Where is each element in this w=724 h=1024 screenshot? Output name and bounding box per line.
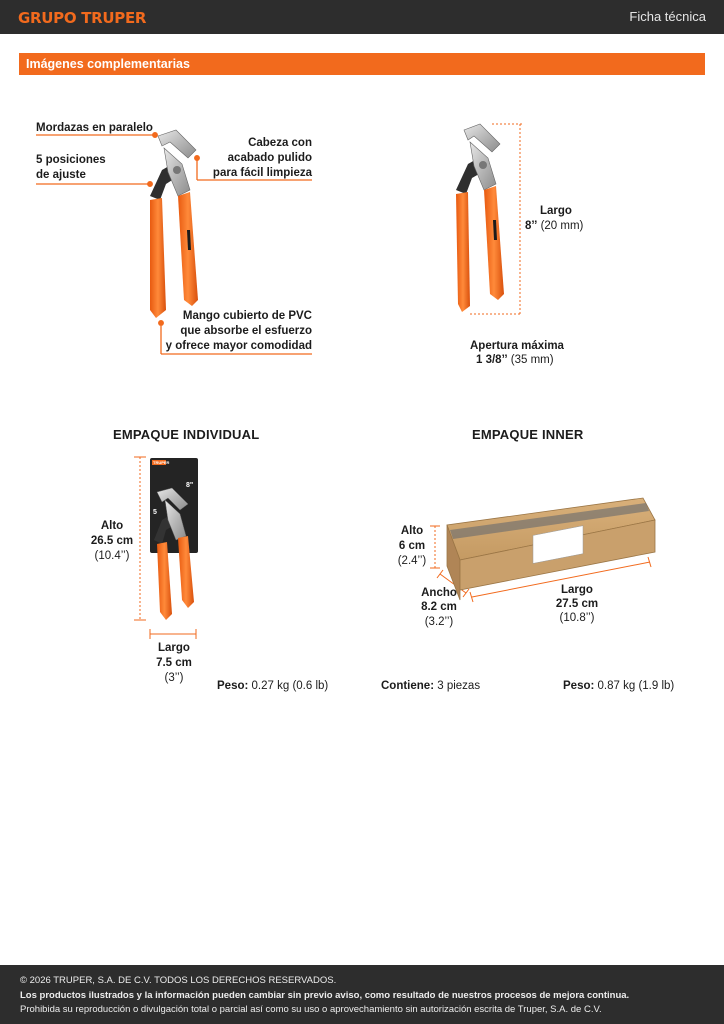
inner-contains-label: Contiene: xyxy=(381,680,435,692)
card-size: 8" xyxy=(186,482,194,489)
inner-weight xyxy=(563,679,674,694)
inner-width-cm: 8.2 cm xyxy=(421,601,457,613)
callout-handle-3: y ofrece mayor comodidad xyxy=(165,340,312,352)
opening-mm: (35 mm) xyxy=(510,354,554,366)
opening-value xyxy=(476,353,554,368)
plier-2 xyxy=(456,124,504,312)
opening-in: 1 3/8’’ xyxy=(476,354,508,366)
footer-prohibition: Prohibida su reproducción o divulgación total o parcial así como su uso o aprovechamiento sin autorización escrita de Truper, S.A. de C.V. xyxy=(20,1004,602,1015)
individual-weight-value: 0.27 kg (0.6 lb) xyxy=(251,680,329,692)
individual-pack-title: EMPAQUE INDIVIDUAL xyxy=(113,427,260,442)
inner-width-in: (3.2’’) xyxy=(424,616,454,628)
individual-height-label: Alto xyxy=(100,520,124,532)
plier-dimension-image xyxy=(456,124,522,314)
individual-package-image xyxy=(134,457,198,639)
callout-head-3: para fácil limpieza xyxy=(212,167,312,179)
inner-contains xyxy=(381,679,480,694)
callout-handle-2: que absorbe el esfuerzo xyxy=(180,325,312,337)
individual-height-in: (10.4’’) xyxy=(94,550,130,562)
footer xyxy=(0,965,724,1024)
inner-width-label: Ancho xyxy=(421,587,457,599)
callout-positions-1: 5 posiciones xyxy=(36,154,106,166)
individual-height-cm: 26.5 cm xyxy=(90,535,134,547)
inner-contains-value: 3 piezas xyxy=(437,680,481,692)
inner-weight-label: Peso: xyxy=(563,680,595,692)
tool-length-label: Largo xyxy=(540,205,572,217)
individual-weight-label: Peso: xyxy=(217,680,249,692)
opening-label: Apertura máxima xyxy=(470,340,564,352)
inner-length-in: (10.8’’) xyxy=(559,612,595,624)
inner-height-in: (2.4’’) xyxy=(397,555,427,567)
callout-handle-1: Mango cubierto de PVC xyxy=(182,310,312,322)
document-type: Ficha técnica xyxy=(629,9,706,24)
individual-length-in: (3’’) xyxy=(164,672,184,684)
tool-length-value xyxy=(525,219,583,234)
inner-height-label: Alto xyxy=(400,525,424,537)
tool-length-in: 8’’ xyxy=(525,220,538,232)
callout-head-1: Cabeza con xyxy=(248,137,312,149)
tool-length-mm: (20 mm) xyxy=(540,220,584,232)
callout-jaws: Mordazas en paralelo xyxy=(36,122,153,134)
truper-logo: GRUPO TRUPER xyxy=(18,9,147,27)
card-number: 5 xyxy=(153,509,157,516)
callout-head-2: acabado pulido xyxy=(227,152,312,164)
plier-1 xyxy=(150,130,198,318)
individual-length-label: Largo xyxy=(158,642,190,654)
inner-length-cm: 27.5 cm xyxy=(555,598,599,610)
inner-pack-title: EMPAQUE INNER xyxy=(472,427,584,442)
card-brand: TRUPER xyxy=(153,460,170,465)
inner-weight-value: 0.87 kg (1.9 lb) xyxy=(597,680,675,692)
inner-height-cm: 6 cm xyxy=(398,540,426,552)
individual-weight xyxy=(217,679,328,694)
inner-length-label: Largo xyxy=(561,584,593,596)
footer-copyright: © 2026 TRUPER, S.A. DE C.V. TODOS LOS DERECHOS RESERVADOS. xyxy=(20,975,337,986)
individual-length-cm: 7.5 cm xyxy=(156,657,192,669)
footer-notice: Los productos ilustrados y la información pueden cambiar sin previo aviso, como resultado de nuestros procesos de mejora continua. xyxy=(20,990,630,1001)
callout-positions-2: de ajuste xyxy=(36,169,86,181)
section-title: Imágenes complementarias xyxy=(26,57,190,71)
